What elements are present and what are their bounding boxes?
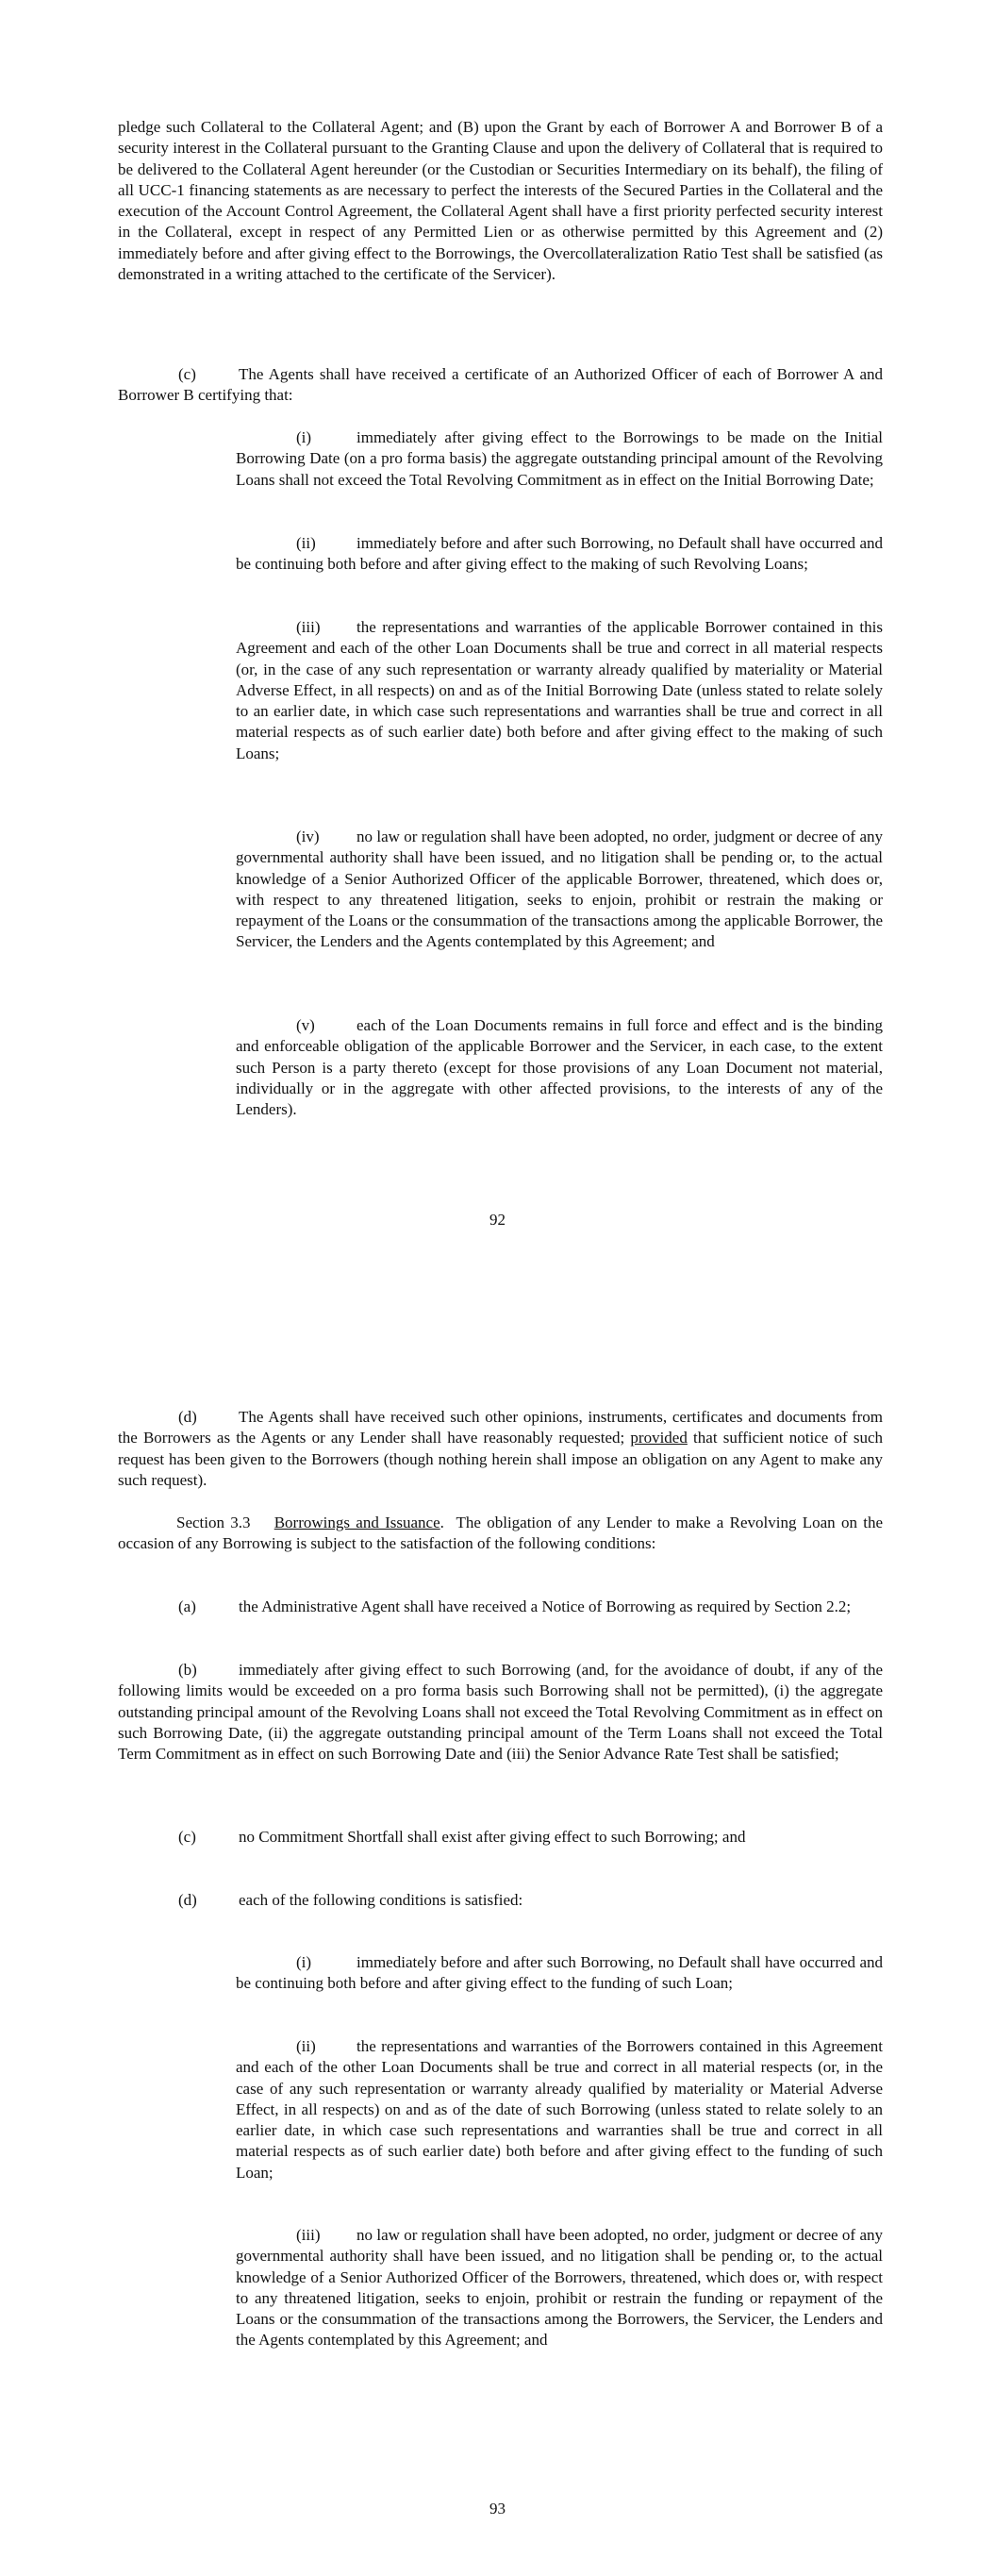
paragraph-d2 bbox=[118, 1890, 883, 1911]
item-label: (ii) bbox=[296, 534, 316, 552]
text-c2: no Commitment Shortfall shall exist after giving effect to such Borrowing; and bbox=[239, 1828, 746, 1846]
item-text: immediately after giving effect to the Borrowings to be made on the Initial Borrowing Date (on a pro forma basis) the aggregate outstanding principal amount of the Revolving Loans shall not exceed the Total Revolving Commitment as in effect on the Initial Borrowing Date; bbox=[236, 428, 883, 489]
item-text: each of the Loan Documents remains in full force and effect and is the binding and enforceable obligation of the applicable Borrower and the Servicer, in each case, to the extent such Person is a party thereto (except for those provisions of any Loan Document not material, individually or in the aggregate with other affected provisions, to the interests of any of the Lenders). bbox=[236, 1016, 883, 1119]
item-ii-2 bbox=[236, 2036, 883, 2183]
label-d: (d) bbox=[178, 1408, 197, 1426]
section-label: Section 3.3 bbox=[176, 1514, 251, 1531]
section-title: Borrowings and Issuance bbox=[274, 1514, 440, 1531]
paragraph-c bbox=[118, 364, 883, 407]
section-3-3: Section 3.3 Borrowings and Issuance. The obligation of any Lender to make a Revolving Loan on the occasion of any Borrowing is subject to the satisfaction of the following conditions: bbox=[118, 1514, 884, 1553]
label-a: (a) bbox=[178, 1597, 196, 1615]
text-d2: each of the following conditions is satisfied: bbox=[239, 1891, 523, 1909]
item-text: no law or regulation shall have been adopted, no order, judgment or decree of any governmental authority shall have been issued, and no litigation shall be pending or, to the actual knowledge of a Senior Authorized Officer of the Borrowers, threatened, which does or, with respect to any threatened litigation, seeks to enjoin, prohibit or restrain the funding or repayment of the Loans or the consummation of the transactions among the Borrowers, the Servicer, the Lenders and the Agents contemplated by this Agreement; and bbox=[236, 2226, 883, 2350]
item-i bbox=[236, 427, 883, 491]
item-label: (iii) bbox=[296, 2226, 321, 2244]
item-text: no law or regulation shall have been adopted, no order, judgment or decree of any governmental authority shall have been issued, and no litigation shall be pending or, to the actual knowledge of a Senior Authorized Officer of the applicable Borrower, threatened, which does or, with respect to any threatened litigation, seeks to enjoin, prohibit or restrain the making or repayment of the Loans or the consummation of the transactions among the applicable Borrower, the Servicer, the Lenders and the Agents contemplated by this Agreement; and bbox=[236, 828, 883, 951]
text-c: The Agents shall have received a certificate of an Authorized Officer of each of Borrower A and Borrower B certifying that: bbox=[118, 365, 883, 405]
paragraph-continued: pledge such Collateral to the Collateral Agent; and (B) upon the Grant by each of Borrower A and Borrower B of a security interest in the Collateral pursuant to the Granting Clause and upon the delivery of Collateral that is required to be delivered to the Collateral Agent hereunder (or the Custodian or Securities Intermediary on its behalf), the filing of all UCC-1 financing statements as are necessary to perfect the interests of the Secured Parties in the Collateral and the execution of the Account Control Agreement, the Collateral Agent shall have a first priority perfected security interest in the Collateral, except in respect of any Permitted Lien or as otherwise permitted by this Agreement and (2) immediately before and after giving effect to the Borrowings, the Overcollateralization Ratio Test shall be satisfied (as demonstrated in a writing attached to the certificate of the Servicer). bbox=[118, 118, 883, 284]
item-iii bbox=[236, 617, 883, 764]
item-text: the representations and warranties of the applicable Borrower contained in this Agreement and each of the other Loan Documents shall be true and correct in all material respects (or, in the case of any such representation or warranty already qualified by materiality or Material Adverse Effect, in all respects) on and as of the Initial Borrowing Date (unless stated to relate solely to an earlier date, in which case such representations and warranties shall be true and correct in all material respects as of such earlier date) both before and after giving effect to the making of such Loans; bbox=[236, 618, 883, 762]
item-label: (ii) bbox=[296, 2037, 316, 2055]
provided-term: provided bbox=[630, 1429, 688, 1447]
paragraph-b bbox=[118, 1660, 883, 1765]
label-d2: (d) bbox=[178, 1891, 197, 1909]
item-label: (v) bbox=[296, 1016, 315, 1034]
text-b: immediately after giving effect to such Borrowing (and, for the avoidance of doubt, if any of the following limits would be exceeded on a pro forma basis such Borrowing shall not be permitted), (i) the aggregate outstanding principal amount of the Revolving Loans shall not exceed the Total Revolving Commitment as in effect on such Borrowing Date, (ii) the aggregate outstanding principal amount of the Term Loans shall not exceed the Total Term Commitment as in effect on such Borrowing Date and (iii) the Senior Advance Rate Test shall be satisfied; bbox=[118, 1661, 883, 1764]
text-a: the Administrative Agent shall have received a Notice of Borrowing as required by Section 2.2; bbox=[239, 1597, 852, 1615]
item-v bbox=[236, 1015, 883, 1120]
item-iv bbox=[236, 827, 883, 953]
item-label: (iv) bbox=[296, 828, 320, 845]
item-ii bbox=[236, 533, 883, 576]
paragraph-d bbox=[118, 1407, 883, 1491]
page-number: 93 bbox=[489, 2500, 506, 2517]
item-text: immediately before and after such Borrowing, no Default shall have occurred and be continuing both before and after giving effect to the making of such Revolving Loans; bbox=[236, 534, 883, 574]
item-label: (iii) bbox=[296, 618, 321, 636]
paragraph-c2 bbox=[118, 1827, 883, 1848]
item-i-2 bbox=[236, 1952, 883, 1995]
item-text: the representations and warranties of the Borrowers contained in this Agreement and each of the other Loan Documents shall be true and correct in all material respects (or, in the case of any such representation or warranty already qualified by materiality or Material Adverse Effect, in all respects) on and as of the date of such Borrowing (unless stated to relate solely to an earlier date, in which case such representations and warranties shall be true and correct in all material respects as of such earlier date) both before and after giving effect to the funding of such Loan; bbox=[236, 2037, 883, 2182]
page-number: 92 bbox=[489, 1211, 506, 1229]
text-d-2: that sufficient notice of such request has been given to the Borrowers (though nothing herein shall impose an obligation on any Agent to make any such request). bbox=[118, 1429, 884, 1489]
paragraph-a bbox=[118, 1597, 883, 1617]
item-label: (i) bbox=[296, 1953, 312, 1971]
item-iii-2 bbox=[236, 2225, 883, 2351]
item-text: immediately before and after such Borrowing, no Default shall have occurred and be continuing both before and after giving effect to the funding of such Loan; bbox=[236, 1953, 883, 1993]
text-d-1: The Agents shall have received such other opinions, instruments, certificates and documents from the Borrowers as the Agents or any Lender shall have reasonably requested; bbox=[118, 1408, 883, 1447]
label-c: (c) bbox=[178, 365, 196, 383]
label-c2: (c) bbox=[178, 1828, 196, 1846]
item-label: (i) bbox=[296, 428, 312, 446]
section-text: The obligation of any Lender to make a Revolving Loan on the occasion of any Borrowing is subject to the satisfaction of the following conditions: bbox=[118, 1514, 884, 1553]
label-b: (b) bbox=[178, 1661, 197, 1679]
